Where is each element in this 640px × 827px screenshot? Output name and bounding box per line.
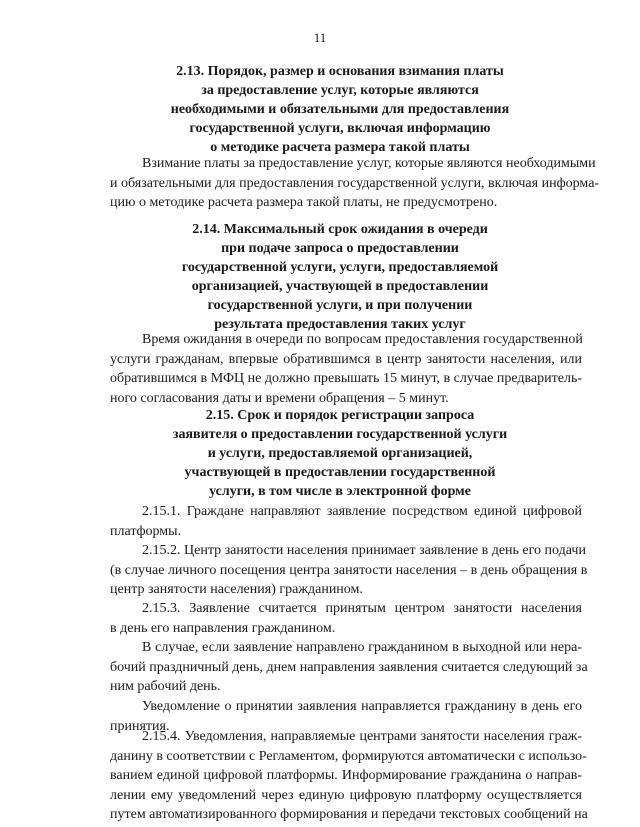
text-line: принятия. [110, 718, 170, 734]
paragraph-2-13 [110, 154, 600, 213]
text-line: Взимание платы за предоставление услуг, которые являются необходимыми [142, 156, 596, 171]
text-line: данину в соответствии с Регламентом, формируются автоматически с использо- [110, 748, 587, 764]
text-line: и обязательными для предоставления государственной услуги, включая информа- [110, 175, 600, 191]
heading-line: 2.14. Максимальный срок ожидания в очереди [192, 222, 488, 237]
text-line: услуги гражданам, впервые обратившимся в центр занятости населения, или [110, 351, 582, 367]
heading-line: участвующей в предоставлении государственной [184, 465, 496, 480]
text-line: 2.15.4. Уведомления, направляемые центрами занятости населения граж- [142, 729, 582, 744]
text-line: ним рабочий день. [110, 679, 221, 694]
page-number: 11 [313, 30, 327, 45]
text-line: Уведомление о принятии заявления направляется гражданину в день его [142, 699, 582, 714]
heading-line: за предоставление услуг, которые являются [201, 83, 479, 98]
text-line: лении ему уведомлений через единую цифровую платформу осуществляется [110, 787, 582, 803]
heading-line: государственной услуги, и при получении [207, 298, 473, 313]
text-line: бочий праздничный день, днем направления заявления считается следующий за [110, 659, 588, 675]
heading-line: 2.15. Срок и порядок регистрации запроса [205, 408, 475, 423]
paragraph-weekend-rule [110, 638, 588, 697]
heading-line: при подаче запроса о предоставлении [221, 241, 459, 256]
text-line: В случае, если заявление направлено гражданином в выходной или нера- [142, 640, 582, 655]
paragraph-2-15-4 [110, 727, 588, 825]
paragraph-2-15-3 [110, 599, 582, 638]
text-line: в день его направления гражданином. [110, 620, 336, 636]
paragraph-2-15-1 [110, 502, 582, 541]
heading-line: организацией, участвующей в предоставлении [191, 279, 489, 294]
heading-line: необходимыми и обязательными для предоставления [170, 102, 510, 117]
section-heading-2-14 [110, 220, 570, 334]
heading-line: 2.13. Порядок, размер и основания взимания платы [176, 64, 504, 79]
heading-line: заявителя о предоставлении государственной услуги [172, 427, 508, 442]
text-line: (в случае личного посещения центра занятости населения – в день обращения в [110, 562, 588, 578]
text-line: ного согласования даты и времени обращения – 5 минут. [110, 390, 449, 406]
heading-line: государственной услуги, включая информацию [189, 121, 491, 136]
text-line: обратившимся в МФЦ не должно превышать 15 минут, в случае предваритель- [110, 371, 582, 386]
text-line: центр занятости населения) гражданином. [110, 582, 363, 597]
text-line: ванием единой цифровой платформы. Информирование гражданина о направ- [110, 768, 582, 783]
heading-line: о методике расчета размера такой платы [210, 140, 470, 155]
paragraph-2-15-2 [110, 541, 588, 600]
paragraph-2-14 [110, 330, 582, 408]
text-line: 2.15.3. Заявление считается принятым центром занятости населения [142, 601, 582, 616]
heading-line: и услуги, предоставляемой организацией, [207, 446, 473, 461]
text-line: цию о методике расчета размера такой платы, не предусмотрено. [110, 195, 498, 210]
section-heading-2-15 [110, 406, 570, 501]
heading-line: услуги, в том числе в электронной форме [209, 484, 471, 499]
text-line: Время ожидания в очереди по вопросам предоставления государственной [142, 332, 583, 347]
text-line: платформы. [110, 523, 182, 539]
heading-line: государственной услуги, услуги, предоставляемой [181, 260, 499, 275]
section-heading-2-13 [110, 62, 570, 157]
text-line: 2.15.1. Граждане направляют заявление посредством единой цифровой [142, 504, 582, 519]
text-line: путем автоматизированного формирования и передачи текстовых сообщений на [110, 807, 588, 822]
text-line: 2.15.2. Центр занятости населения принимает заявление в день его подачи [142, 543, 586, 558]
heading-line: результата предоставления таких услуг [214, 317, 466, 332]
